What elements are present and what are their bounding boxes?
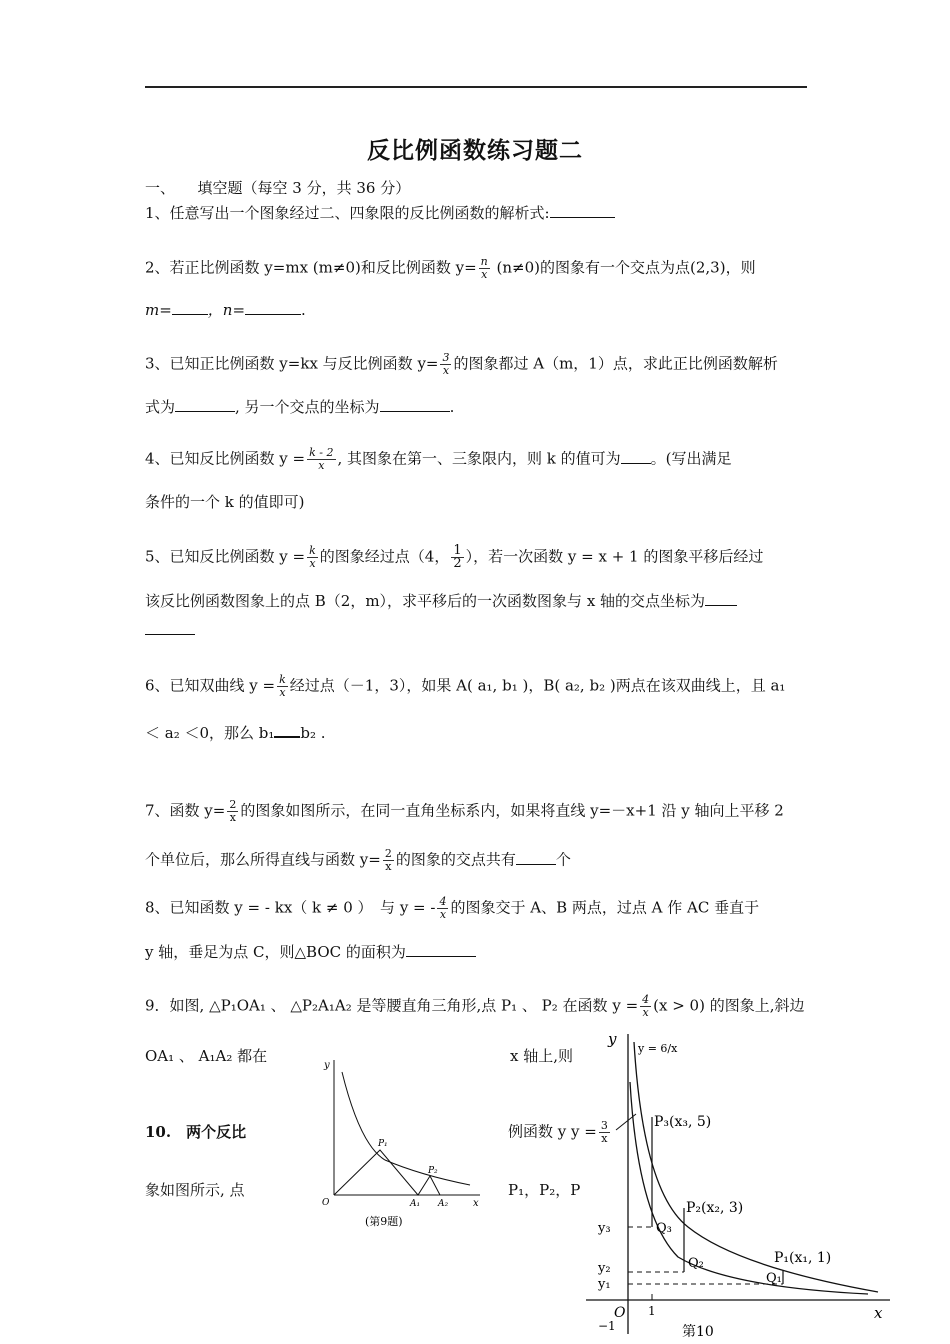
p1-label: P₁(x₁, 1)	[774, 1250, 832, 1266]
question-3: 3、已知正比例函数 y=kx 与反比例函数 y= $\frac{3}{x}$ 的图象都过 A（m，1）点，求此正比例函数解析	[145, 351, 778, 377]
x-tick-1: 1	[648, 1304, 656, 1318]
y-label: y	[324, 1060, 330, 1071]
answer-blank[interactable]	[516, 850, 556, 865]
question-2: 2、若正比例函数 y=mx (m≠0)和反比例函数 y= $\frac{n}{x}$ (n≠0)的图象有一个交点为点(2,3)，则	[145, 255, 756, 281]
y-label: y	[608, 1030, 617, 1048]
q2-label: Q₂	[688, 1256, 704, 1271]
question-10-cont: 象如图所示, 点	[145, 1181, 245, 1199]
answer-blank[interactable]	[550, 203, 615, 218]
a2-label: A₂	[438, 1199, 449, 1209]
question-9-cont: OA₁ 、 A₁A₂ 都在	[145, 1047, 268, 1065]
y3-tick: y₃	[598, 1221, 611, 1236]
page-title: 反比例函数练习题二	[367, 137, 583, 164]
question-5-cont: 该反比例函数图象上的点 B（2，m），求平移后的一次函数图象与 x 轴的交点坐标为	[145, 591, 737, 611]
question-10-cont2: P₁，P₂，P	[508, 1181, 581, 1199]
question-3-answers: 式为 , 另一个交点的坐标为 .	[145, 398, 455, 416]
answer-blank[interactable]	[274, 728, 300, 738]
origin-label: O	[614, 1305, 626, 1321]
answer-blank[interactable]	[406, 942, 476, 957]
answer-blank[interactable]	[705, 591, 737, 606]
question-9: 9．如图, △P₁OA₁ 、 △P₂A₁A₂ 是等腰直角三角形,点 P₁ 、 P₂ 在函数 y = $\frac{4}{x}$ (x > 0) 的图象上,斜边	[145, 993, 805, 1019]
figure-10	[578, 1022, 918, 1344]
answer-blank-m[interactable]	[172, 300, 208, 315]
x-label: x	[874, 1304, 883, 1322]
q1-label: Q₁	[766, 1271, 782, 1286]
curve-label: y = 6/x	[638, 1042, 678, 1055]
question-9-cont2: x 轴上,则	[510, 1047, 573, 1065]
q3-label: Q₃	[656, 1221, 672, 1236]
question-5-blank-cont	[145, 620, 195, 640]
figure-9	[290, 1050, 490, 1240]
p2-label: P₂(x₂, 3)	[686, 1200, 744, 1216]
origin-label: O	[322, 1198, 330, 1208]
question-7-cont: 个单位后，那么所得直线与函数 y= $\frac{2}{x}$ 的图象的交点共有 个	[145, 847, 571, 873]
curve-6-over-x	[634, 1042, 878, 1292]
answer-blank[interactable]	[175, 397, 235, 412]
question-4-cont: 条件的一个 k 的值即可)	[145, 493, 305, 511]
question-6-cont: ＜ a₂ ＜0，那么 b₁ b₂ .	[145, 724, 326, 742]
fraction: $\frac{n}{x}$	[480, 255, 488, 281]
neg-tick: −1	[598, 1319, 616, 1333]
answer-blank[interactable]	[621, 449, 651, 464]
triangles	[334, 1150, 440, 1195]
y1-tick: y₁	[598, 1277, 611, 1292]
answer-blank[interactable]	[380, 397, 450, 412]
question-4: 4、已知反比例函数 y = $\frac{k - 2}{x}$ , 其图象在第一、三象限内，则 k 的值可为 。(写出满足	[145, 446, 732, 472]
question-8-cont: y 轴，垂足为点 C，则△BOC 的面积为	[145, 942, 476, 962]
question-1: 1、任意写出一个图象经过二、四象限的反比例函数的解析式:	[145, 203, 615, 223]
question-8: 8、已知函数 y = - kx（ k ≠ 0 ） 与 y = - $\frac{4}{x}$ 的图象交于 A、B 两点，过点 A 作 AC 垂直于	[145, 895, 760, 921]
a1-label: A₁	[410, 1199, 421, 1209]
answer-blank-n[interactable]	[245, 300, 301, 315]
figure-9-caption: (第9题)	[365, 1215, 403, 1228]
p1-label: P₁	[378, 1139, 388, 1149]
question-10: 10. 两个反比	[145, 1123, 247, 1141]
y2-tick: y₂	[598, 1261, 611, 1276]
x-label: x	[473, 1198, 479, 1209]
question-6: 6、已知双曲线 y = $\frac{k}{x}$ 经过点（－1，3），如果 A( a₁, b₁ )，B( a₂, b₂ )两点在该双曲线上，且 a₁	[145, 673, 786, 699]
header-rule	[145, 86, 807, 88]
p3-label: P₃(x₃, 5)	[654, 1114, 712, 1130]
question-5: 5、已知反比例函数 y = $\frac{k}{x}$ 的图象经过点（4， $\frac{1}{2}$ ），若一次函数 y = x + 1 的图象平移后经过	[145, 543, 764, 571]
question-7: 7、函数 y= $\frac{2}{x}$ 的图象如图所示，在同一直角坐标系内，如果将直线 y=－x+1 沿 y 轴向上平移 2	[145, 798, 784, 824]
p2-label: P₂	[428, 1166, 438, 1176]
question-10-b: 例函数 y y = $\frac{3}{x}$	[508, 1119, 608, 1145]
figure-10-caption: 第10	[682, 1324, 714, 1340]
section-heading: 一、 填空题（每空 3 分，共 36 分）	[145, 179, 411, 197]
question-2-answers: m= ，n= .	[145, 301, 306, 319]
